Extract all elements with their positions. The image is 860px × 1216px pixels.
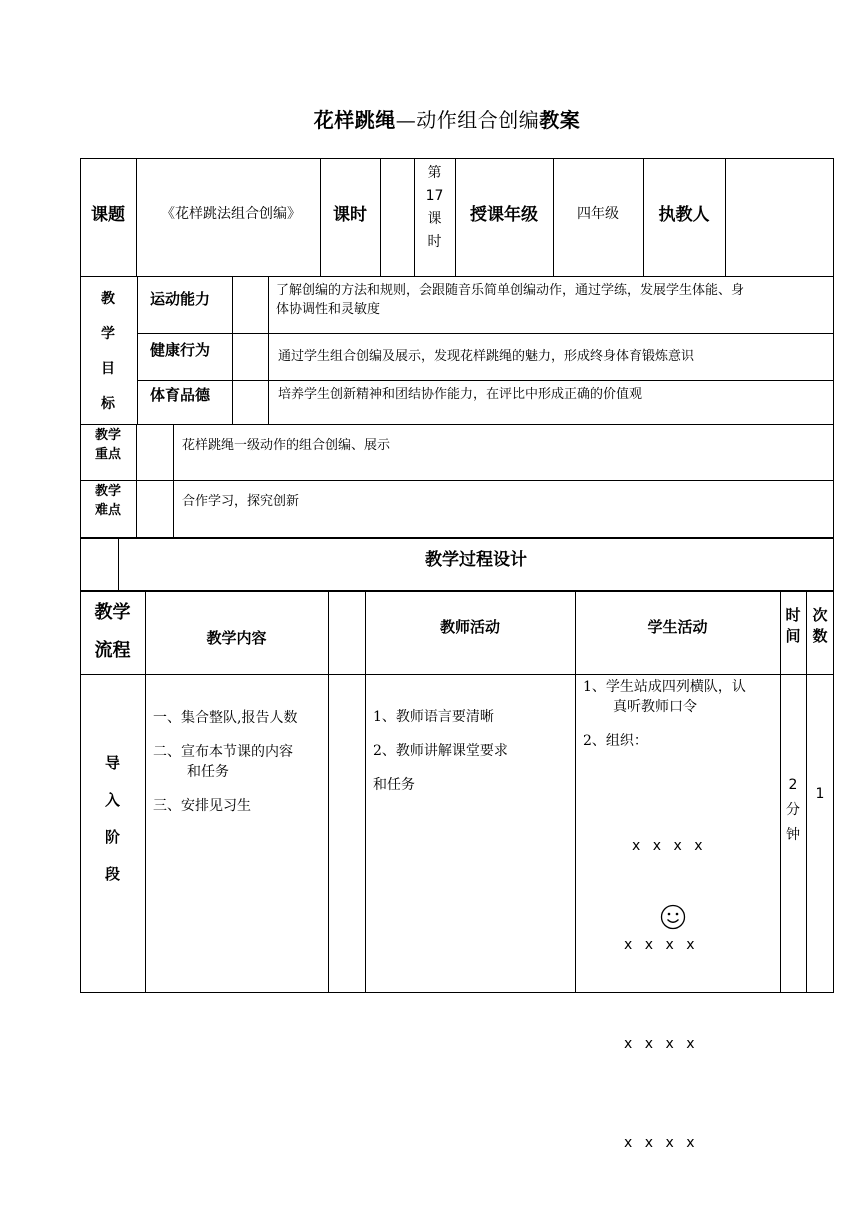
process-title: 教学过程设计 [425, 550, 527, 570]
time-header-char: 间 [785, 627, 801, 645]
flow-header-line: 教学 [94, 602, 131, 623]
objectives-label-char: 学 [101, 326, 115, 342]
student-activity-item: 1、学生站成四列横队，认 [583, 679, 746, 695]
stage-content [153, 708, 297, 816]
teacher-activity-item: 2、教师讲解课堂要求 [373, 743, 508, 759]
flow-header-line: 流程 [94, 640, 131, 661]
formation-row: x x x x [624, 1135, 695, 1151]
difficulty-label-line: 教学 [94, 484, 121, 499]
teacher-label: 执教人 [658, 205, 710, 225]
content-item: 一、集合整队,报告人数 [153, 710, 298, 726]
stage-label [80, 745, 145, 893]
smiley-icon [660, 904, 686, 930]
stage-char: 入 [104, 791, 120, 809]
teacher-activity-item: 1、教师语言要清晰 [373, 709, 494, 725]
page-title [0, 104, 860, 133]
student-activity [583, 677, 746, 751]
title-part: 动作组合创编 [416, 108, 540, 132]
difficulty-value: 合作学习，探究创新 [182, 494, 300, 509]
objective-text: 通过学生组合创编及展示，发现花样跳绳的魅力，形成终身体育锻炼意识 [278, 349, 695, 364]
content-item-continued: 和任务 [187, 764, 229, 780]
objectives-label-char: 目 [101, 361, 115, 377]
objectives-label [80, 282, 136, 422]
formation-row: x x x x [624, 1036, 695, 1052]
title-part: 教案 [539, 108, 581, 132]
stage-char: 阶 [104, 828, 120, 846]
key-point-label-line: 重点 [94, 447, 121, 462]
stage-time [780, 773, 806, 848]
student-activity-item: 真听教师口令 [613, 699, 697, 715]
grade-label: 授课年级 [470, 205, 538, 225]
period-value [414, 162, 455, 254]
objective-line: 体协调性和灵敏度 [276, 302, 381, 317]
stage-time-value: 2 [788, 777, 798, 793]
objective-name: 运动能力 [150, 290, 211, 308]
objective-name: 体育品德 [150, 386, 211, 404]
topic-label: 课题 [91, 205, 125, 225]
difficulty-label-line: 难点 [94, 503, 121, 518]
count-header [806, 605, 834, 647]
student-activity-item: 2、组织： [583, 733, 648, 749]
difficulty-label [80, 482, 136, 520]
teacher-activity [373, 700, 508, 802]
objective-text [276, 281, 832, 319]
count-header-char: 次 [812, 606, 828, 624]
period-number: 17 [425, 188, 444, 204]
teacher-activity-item: 和任务 [373, 777, 415, 793]
count-header-char: 数 [812, 627, 828, 645]
flow-header [80, 594, 145, 670]
period-label: 课时 [333, 205, 367, 225]
content-item: 三、安排见习生 [153, 798, 251, 814]
key-point-value: 花样跳绳一级动作的组合创编、展示 [182, 438, 391, 453]
stage-char: 导 [104, 754, 120, 772]
stage-time-unit: 分 [786, 802, 800, 818]
teacher-activity-header: 教师活动 [439, 618, 500, 636]
key-point-label [80, 426, 136, 464]
period-char: 时 [427, 234, 442, 250]
period-char: 课 [427, 211, 442, 227]
objective-text: 培养学生创新精神和团结协作能力，在评比中形成正确的价值观 [278, 387, 643, 402]
objective-name: 健康行为 [150, 341, 211, 359]
title-part: 花样跳绳 [313, 108, 396, 132]
stage-char: 段 [104, 865, 120, 883]
title-dash: — [395, 108, 417, 132]
grade-value: 四年级 [577, 206, 619, 222]
time-header-char: 时 [785, 606, 801, 624]
stage-time-unit: 钟 [786, 827, 800, 843]
formation-row: x x x x [632, 838, 703, 854]
formation-row: x x x x [624, 937, 695, 953]
content-item: 二、宣布本节课的内容 [153, 744, 293, 760]
objective-line: 了解创编的方法和规则，会跟随音乐简单创编动作，通过学练，发展学生体能、身 [276, 283, 745, 298]
time-header [780, 605, 806, 647]
objectives-label-char: 教 [101, 291, 115, 307]
student-activity-header: 学生活动 [647, 618, 708, 636]
formation [624, 764, 703, 1193]
period-char: 第 [427, 165, 442, 181]
content-header: 教学内容 [206, 629, 267, 647]
topic-value: 《花样跳法组合创编》 [161, 206, 301, 222]
objectives-label-char: 标 [101, 396, 115, 412]
key-point-label-line: 教学 [94, 428, 121, 443]
stage-count: 1 [815, 786, 825, 802]
